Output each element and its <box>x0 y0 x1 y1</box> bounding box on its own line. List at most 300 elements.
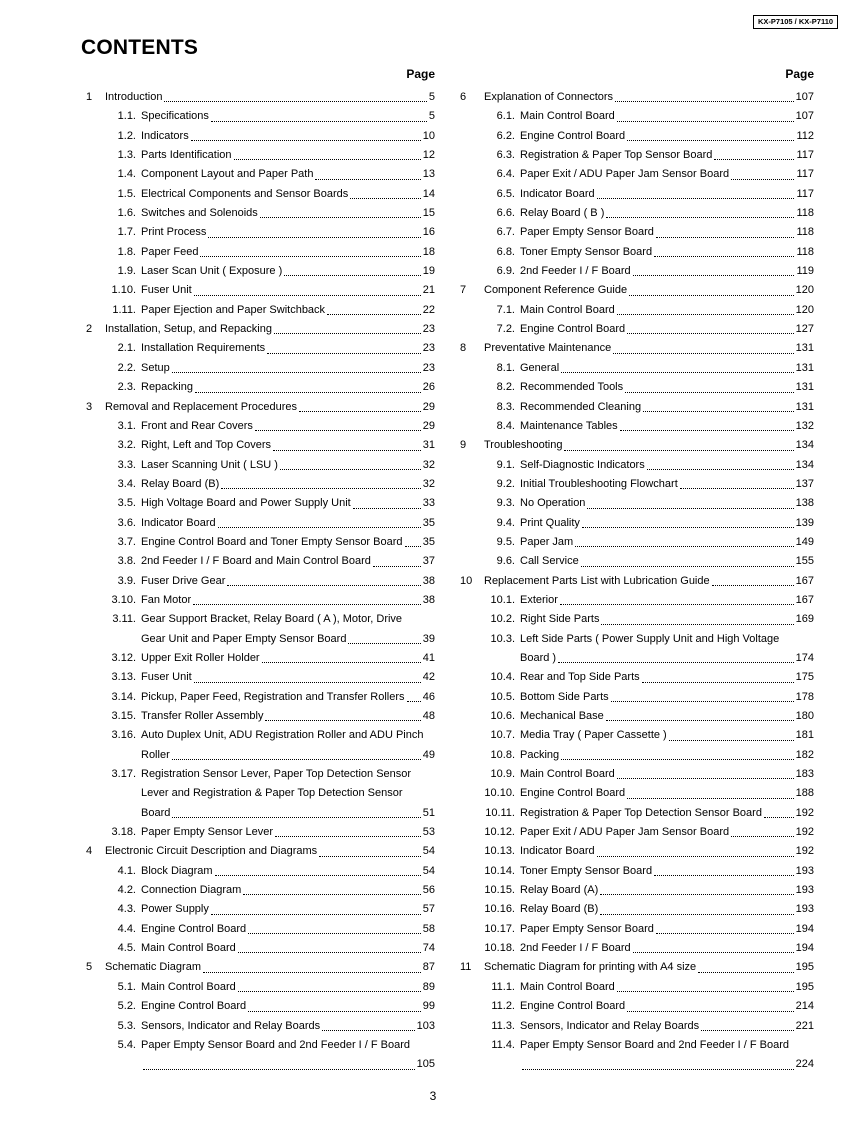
toc-entry[interactable] <box>86 900 435 919</box>
entry-page-number: 37 <box>422 555 435 568</box>
entry-page-number: 35 <box>422 535 435 548</box>
toc-entry[interactable] <box>86 436 435 455</box>
entry-page-number: 167 <box>795 574 814 587</box>
toc-entry[interactable] <box>86 1055 435 1074</box>
toc-entry[interactable] <box>460 1017 814 1036</box>
entry-title: Paper Jam <box>520 535 574 548</box>
toc-entry[interactable] <box>460 204 814 223</box>
dot-leader <box>560 604 794 605</box>
entry-title: Indicator Board <box>141 516 216 529</box>
entry-number: 7.2. <box>496 323 515 336</box>
entry-number: 10.11. <box>485 806 515 819</box>
dot-leader <box>587 508 793 509</box>
entry-title: Engine Control Board and Toner Empty Sensor Board <box>141 535 403 548</box>
toc-section-entry[interactable] <box>460 339 814 358</box>
entry-title: Fuser Unit <box>141 284 192 297</box>
entry-number: 1.6. <box>117 207 136 220</box>
toc-section-entry[interactable] <box>460 281 814 300</box>
entry-title: Paper Empty Sensor Lever <box>141 826 274 839</box>
entry-number: 9.4. <box>496 516 515 529</box>
toc-entry[interactable] <box>460 146 814 165</box>
entry-page-number: 112 <box>796 129 814 142</box>
entry-title: Front and Rear Covers <box>141 419 253 432</box>
entry-title: Fuser Drive Gear <box>141 574 226 587</box>
entry-number: 8 <box>460 342 467 355</box>
entry-title: Paper Empty Sensor Board <box>520 226 654 239</box>
toc-entry[interactable] <box>86 165 435 184</box>
toc-entry[interactable] <box>86 378 435 397</box>
toc-entry[interactable] <box>86 1017 435 1036</box>
toc-entry[interactable] <box>460 1055 814 1074</box>
entry-page-number: 120 <box>795 284 814 297</box>
entry-page-number: 127 <box>795 323 814 336</box>
entry-page-number: 131 <box>795 342 814 355</box>
toc-entry[interactable] <box>460 707 814 726</box>
entry-page-number: 32 <box>422 477 435 490</box>
dot-leader <box>172 759 421 760</box>
toc-entry[interactable] <box>86 223 435 242</box>
toc-entry[interactable] <box>86 514 435 533</box>
toc-entry[interactable] <box>86 997 435 1016</box>
dot-leader <box>327 314 421 315</box>
toc-section-entry[interactable] <box>460 958 814 977</box>
entry-title: Bottom Side Parts <box>520 690 609 703</box>
entry-title: Repacking <box>141 381 193 394</box>
entry-page-number: 188 <box>795 787 814 800</box>
entry-number: 6.1. <box>496 110 515 123</box>
entry-number: 2 <box>86 323 93 336</box>
entry-page-number: 39 <box>422 632 435 645</box>
dot-leader <box>211 121 427 122</box>
toc-section-entry[interactable] <box>86 398 435 417</box>
entry-title: Introduction <box>105 91 163 103</box>
entry-title: Component Reference Guide <box>484 284 628 297</box>
entry-title: Explanation of Connectors <box>484 91 614 103</box>
entry-page-number: 175 <box>795 671 814 684</box>
entry-page-number: 224 <box>795 1058 814 1071</box>
entry-title: Troubleshooting <box>484 439 563 452</box>
dot-leader <box>617 314 794 315</box>
toc-entry[interactable] <box>86 688 435 707</box>
entry-number: 6.7. <box>496 226 515 239</box>
entry-page-number: 180 <box>795 710 814 722</box>
entry-title: Preventative Maintenance <box>484 342 612 355</box>
entry-page-number: 194 <box>795 942 814 955</box>
dot-leader <box>522 1069 794 1070</box>
dot-leader <box>606 720 794 721</box>
toc-entry[interactable] <box>86 668 435 687</box>
toc-section-entry[interactable] <box>460 436 814 455</box>
entry-number: 6.4. <box>496 168 515 181</box>
dot-leader <box>629 295 794 296</box>
toc-entry[interactable] <box>460 301 814 320</box>
entry-page-number: 192 <box>795 845 814 858</box>
dot-leader <box>262 662 421 663</box>
page-column-header: Page <box>406 67 435 81</box>
toc-section-entry[interactable] <box>86 842 435 861</box>
entry-title: Block Diagram <box>141 864 213 877</box>
entry-title: Upper Exit Roller Holder <box>141 651 260 664</box>
entry-page-number: 26 <box>422 381 435 394</box>
dot-leader <box>315 179 420 180</box>
toc-entry[interactable] <box>460 630 814 649</box>
toc-entry[interactable] <box>86 862 435 881</box>
entry-page-number: 35 <box>422 516 435 529</box>
entry-page-number: 117 <box>796 168 814 181</box>
toc-entry[interactable] <box>86 494 435 513</box>
toc-entry[interactable] <box>460 514 814 533</box>
entry-page-number: 137 <box>795 477 814 490</box>
toc-entry[interactable] <box>86 243 435 262</box>
toc-entry[interactable] <box>460 726 814 745</box>
entry-number: 10.9. <box>490 768 515 781</box>
toc-entry[interactable] <box>86 359 435 378</box>
entry-title: Fuser Unit <box>141 671 192 684</box>
entry-page-number: 193 <box>795 884 814 897</box>
entry-page-number: 117 <box>796 149 814 162</box>
entry-page-number: 221 <box>795 1019 814 1032</box>
entry-number: 6.9. <box>496 265 515 278</box>
dot-leader <box>211 914 421 915</box>
entry-page-number: 105 <box>416 1058 435 1071</box>
toc-entry[interactable] <box>460 997 814 1016</box>
toc-entry[interactable] <box>86 784 435 803</box>
toc-entry[interactable] <box>86 456 435 475</box>
entry-number: 10.17. <box>484 922 515 935</box>
toc-entry[interactable] <box>460 842 814 861</box>
page-column-header: Page <box>785 67 814 81</box>
entry-title: Self-Diagnostic Indicators <box>520 458 645 471</box>
entry-number: 3.17. <box>111 768 136 781</box>
dot-leader <box>601 624 793 625</box>
toc-entry[interactable] <box>460 804 814 823</box>
entry-title: Parts Identification <box>141 149 232 162</box>
entry-number: 11.2. <box>491 1000 515 1013</box>
entry-number: 3.11. <box>112 613 136 626</box>
entry-title: Right Side Parts <box>520 613 600 626</box>
dot-leader <box>564 450 793 451</box>
toc-entry[interactable] <box>460 649 814 668</box>
entry-page-number: 181 <box>795 729 814 742</box>
toc-entry[interactable] <box>86 417 435 436</box>
toc-entry[interactable] <box>460 900 814 919</box>
toc-entry[interactable] <box>460 494 814 513</box>
entry-number: 6.6. <box>496 207 515 220</box>
entry-title: Print Quality <box>520 516 580 529</box>
dot-leader <box>248 933 421 934</box>
entry-number: 7 <box>460 284 467 297</box>
entry-page-number: 118 <box>796 245 814 258</box>
entry-number: 10.10. <box>484 787 515 800</box>
entry-page-number: 131 <box>795 400 814 413</box>
entry-number: 10.1. <box>490 593 515 606</box>
toc-entry[interactable] <box>460 398 814 417</box>
dot-leader <box>627 798 793 799</box>
toc-entry[interactable] <box>460 920 814 939</box>
entry-page-number: 23 <box>422 361 435 374</box>
toc-entry[interactable] <box>86 281 435 300</box>
entry-number: 4.3. <box>117 903 136 916</box>
toc-entry[interactable] <box>460 591 814 610</box>
entry-number: 4.1. <box>117 864 136 877</box>
toc-entry[interactable] <box>86 1036 435 1055</box>
entry-title: Paper Ejection and Paper Switchback <box>141 303 326 316</box>
entry-number: 10.12. <box>484 826 515 839</box>
entry-number: 6.5. <box>496 187 515 200</box>
toc-entry[interactable] <box>460 1036 814 1055</box>
toc-entry[interactable] <box>460 223 814 242</box>
toc-entry[interactable] <box>86 301 435 320</box>
entry-page-number: 18 <box>422 245 435 258</box>
toc-entry[interactable] <box>460 456 814 475</box>
toc-entry[interactable] <box>460 262 814 281</box>
entry-title: Roller <box>141 748 170 761</box>
toc-entry[interactable] <box>460 881 814 900</box>
entry-page-number: 54 <box>422 864 435 877</box>
toc-entry[interactable] <box>460 243 814 262</box>
entry-number: 3.7. <box>117 535 136 548</box>
entry-title: Mechanical Base <box>520 710 604 722</box>
entry-number: 1.11. <box>112 303 136 316</box>
toc-entry[interactable] <box>460 378 814 397</box>
entry-title: Specifications <box>141 110 209 123</box>
dot-leader <box>350 198 420 199</box>
entry-title: Exterior <box>520 593 558 606</box>
entry-page-number: 49 <box>422 748 435 761</box>
entry-title: Registration & Paper Top Detection Sensor Board <box>520 806 762 819</box>
toc-entry[interactable] <box>460 320 814 339</box>
dot-leader <box>611 701 794 702</box>
entry-page-number: 15 <box>422 207 435 220</box>
toc-entry[interactable] <box>460 784 814 803</box>
toc-entry[interactable] <box>460 610 814 629</box>
entry-title: No Operation <box>520 497 586 510</box>
dot-leader <box>656 237 795 238</box>
entry-number: 1.1. <box>117 110 136 123</box>
dot-leader <box>172 372 421 373</box>
toc-entry[interactable] <box>86 920 435 939</box>
entry-page-number: 139 <box>795 516 814 529</box>
entry-page-number: 56 <box>422 884 435 897</box>
entry-number: 3.8. <box>117 555 136 568</box>
entry-page-number: 174 <box>795 651 814 664</box>
entry-title: Toner Empty Sensor Board <box>520 245 653 258</box>
entry-number: 2.1. <box>117 342 136 355</box>
dot-leader <box>627 333 793 334</box>
toc-entry[interactable] <box>86 765 435 784</box>
dot-leader <box>642 682 794 683</box>
entry-title: Component Layout and Paper Path <box>141 168 314 181</box>
entry-page-number: 12 <box>422 149 435 162</box>
toc-entry[interactable] <box>86 707 435 726</box>
toc-entry[interactable] <box>460 765 814 784</box>
entry-page-number: 134 <box>795 458 814 471</box>
entry-title: Media Tray ( Paper Cassette ) <box>520 729 667 742</box>
dot-leader <box>669 740 794 741</box>
dot-leader <box>656 933 794 934</box>
toc-section-entry[interactable] <box>86 320 435 339</box>
entry-number: 8.4. <box>496 419 515 432</box>
entry-number: 3.12. <box>111 651 136 664</box>
entry-page-number: 14 <box>422 187 435 200</box>
entry-title: Engine Control Board <box>520 1000 626 1013</box>
toc-section-entry[interactable] <box>460 572 814 591</box>
toc-entry[interactable] <box>86 572 435 591</box>
entry-number: 3.1. <box>117 419 136 432</box>
toc-entry[interactable] <box>460 359 814 378</box>
dot-leader <box>633 952 794 953</box>
entry-title: Rear and Top Side Parts <box>520 671 640 684</box>
toc-entry[interactable] <box>460 475 814 494</box>
entry-page-number: 31 <box>422 439 435 452</box>
entry-page-number: 178 <box>795 690 814 703</box>
toc-entry[interactable] <box>86 630 435 649</box>
toc-entry[interactable] <box>460 417 814 436</box>
entry-title: Engine Control Board <box>141 922 247 935</box>
toc-entry[interactable] <box>86 649 435 668</box>
entry-number: 10.5. <box>490 690 515 703</box>
toc-entry[interactable] <box>86 939 435 958</box>
toc-entry[interactable] <box>86 185 435 204</box>
entry-title: Recommended Tools <box>520 381 624 394</box>
entry-title: Main Control Board <box>141 942 236 955</box>
entry-page-number: 99 <box>422 1000 435 1013</box>
entry-title: Main Control Board <box>520 768 615 781</box>
toc-entry[interactable] <box>86 552 435 571</box>
entry-title: Electronic Circuit Description and Diagrams <box>105 845 318 858</box>
entry-title: Paper Empty Sensor Board <box>520 922 654 935</box>
entry-title: Paper Exit / ADU Paper Jam Sensor Board <box>520 826 730 839</box>
dot-leader <box>597 856 794 857</box>
dot-leader <box>215 875 421 876</box>
toc-entry[interactable] <box>86 339 435 358</box>
toc-entry[interactable] <box>86 804 435 823</box>
dot-leader <box>627 140 794 141</box>
entry-page-number: 118 <box>796 226 814 239</box>
toc-entry[interactable] <box>460 127 814 146</box>
entry-number: 3.18. <box>111 826 136 839</box>
dot-leader <box>712 585 794 586</box>
dot-leader <box>260 217 421 218</box>
toc-entry[interactable] <box>86 881 435 900</box>
dot-leader <box>731 836 794 837</box>
entry-title: Setup <box>141 361 170 374</box>
entry-number: 9.2. <box>496 477 515 490</box>
toc-entry[interactable] <box>460 165 814 184</box>
toc-section-entry[interactable] <box>86 88 435 107</box>
dot-leader <box>267 353 421 354</box>
toc-entry[interactable] <box>86 591 435 610</box>
toc-entry[interactable] <box>86 746 435 765</box>
dot-leader <box>322 1030 414 1031</box>
entry-number: 11.4. <box>491 1038 515 1051</box>
entry-title: Main Control Board <box>520 980 615 993</box>
toc-entry[interactable] <box>460 688 814 707</box>
toc-section-entry[interactable] <box>86 958 435 977</box>
entry-page-number: 29 <box>422 400 435 413</box>
toc-entry[interactable] <box>86 107 435 126</box>
toc-entry[interactable] <box>460 746 814 765</box>
dot-leader <box>248 1011 421 1012</box>
dot-leader <box>243 894 420 895</box>
entry-number: 2.2. <box>117 361 136 374</box>
entry-number: 4 <box>86 845 93 858</box>
toc-entry[interactable] <box>86 823 435 842</box>
toc-entry[interactable] <box>460 533 814 552</box>
toc-entry[interactable] <box>86 146 435 165</box>
entry-page-number: 13 <box>422 168 435 181</box>
entry-page-number: 48 <box>422 710 435 722</box>
toc-entry[interactable] <box>86 475 435 494</box>
entry-page-number: 192 <box>795 806 814 819</box>
entry-page-number: 23 <box>422 323 435 336</box>
entry-title: Recommended Cleaning <box>520 400 642 413</box>
entry-page-number: 57 <box>422 903 435 916</box>
entry-number: 3.16. <box>111 729 136 742</box>
entry-number: 1.8. <box>117 245 136 258</box>
toc-entry[interactable] <box>460 107 814 126</box>
dot-leader <box>193 604 421 605</box>
entry-number: 3.13. <box>111 671 136 684</box>
toc-entry[interactable] <box>86 610 435 629</box>
entry-page-number: 42 <box>422 671 435 684</box>
toc-entry[interactable] <box>460 978 814 997</box>
entry-page-number: 87 <box>422 961 435 974</box>
toc-section-entry[interactable] <box>460 88 814 107</box>
dot-leader <box>200 256 420 257</box>
toc-entry[interactable] <box>460 552 814 571</box>
entry-page-number: 107 <box>795 91 814 103</box>
entry-page-number: 38 <box>422 574 435 587</box>
dot-leader <box>273 450 421 451</box>
toc-entry[interactable] <box>460 862 814 881</box>
entry-number: 5 <box>86 961 93 974</box>
entry-page-number: 58 <box>422 922 435 935</box>
dot-leader <box>617 778 794 779</box>
entry-number: 11.3. <box>491 1019 515 1032</box>
entry-page-number: 167 <box>795 593 814 606</box>
entry-title: Relay Board (A) <box>520 884 599 897</box>
toc-entry[interactable] <box>86 726 435 745</box>
dot-leader <box>275 836 421 837</box>
entry-number: 9.3. <box>496 497 515 510</box>
toc-entry[interactable] <box>86 533 435 552</box>
entry-page-number: 194 <box>795 922 814 935</box>
entry-title: 2nd Feeder I / F Board <box>520 265 631 278</box>
toc-entry[interactable] <box>460 939 814 958</box>
toc-entry[interactable] <box>86 978 435 997</box>
toc-entry[interactable] <box>86 204 435 223</box>
toc-entry[interactable] <box>86 262 435 281</box>
toc-entry[interactable] <box>460 668 814 687</box>
toc-entry[interactable] <box>86 127 435 146</box>
dot-leader <box>227 585 420 586</box>
toc-entry[interactable] <box>460 185 814 204</box>
entry-number: 3.10. <box>111 593 136 606</box>
entry-title: Relay Board (B) <box>141 477 220 490</box>
dot-leader <box>654 875 794 876</box>
entry-number: 5.3. <box>117 1019 136 1032</box>
entry-title: Switches and Solenoids <box>141 207 258 220</box>
dot-leader <box>627 1011 793 1012</box>
entry-page-number: 51 <box>422 806 435 819</box>
toc-left-column <box>86 66 435 1075</box>
entry-page-number: 119 <box>796 265 814 278</box>
entry-title: Removal and Replacement Procedures <box>105 400 297 413</box>
entry-title: Schematic Diagram for printing with A4 size <box>484 961 697 974</box>
toc-entry[interactable] <box>460 823 814 842</box>
entry-title: Laser Scanning Unit ( LSU ) <box>141 458 278 471</box>
